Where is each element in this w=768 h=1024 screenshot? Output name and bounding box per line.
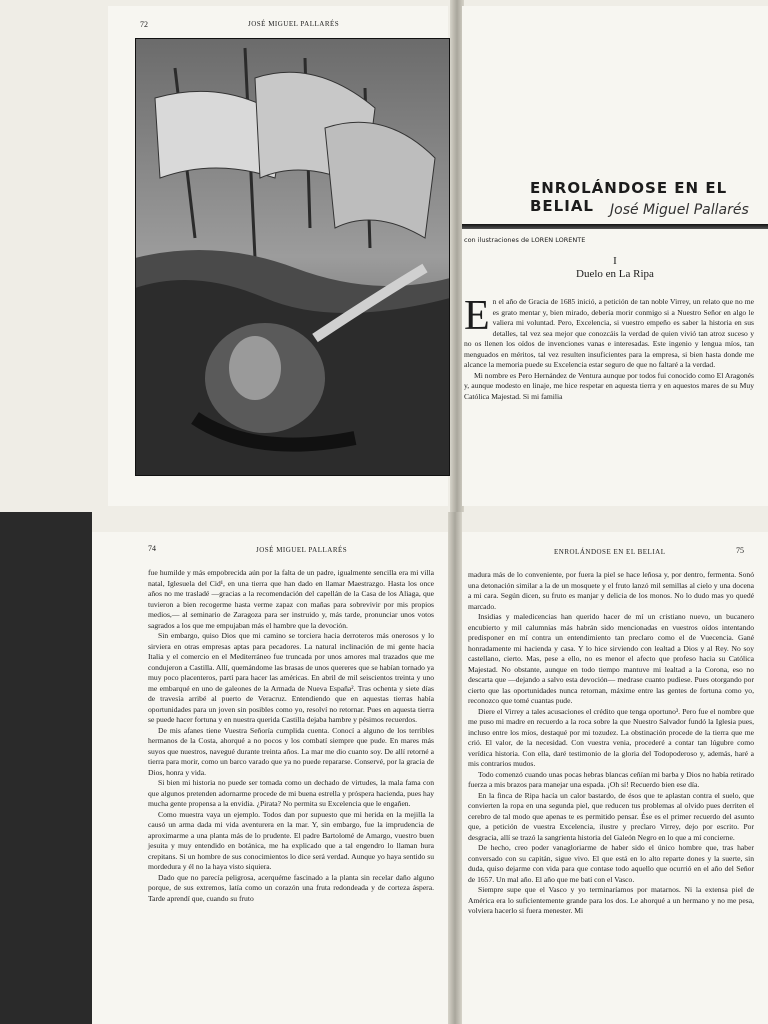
paragraph: En la finca de Ripa hacía un calor bastardo, de ésos que te aplastan contra el suelo, que convierten la ropa en una segunda piel, que reducen tus problemas al olvido pues derriten el cerebro de tal modo que apenas te es permitido pensar. Ése es el primer recuerdo del asunto que, a petición de vuestra Excelencia, ilustre y preclaro Virrey, dejo por escrito. Por desgracia, allí se trazó la sangrienta historia del Galeón Negro en lo que a mí concierne.: [468, 790, 754, 842]
paragraph: madura más de lo conveniente, por fuera la piel se hace leñosa y, por dentro, fermenta. Sonó una detonación similar a la de un mosquete y el fruto lanzó mil semillas al cielo y una docena a mi cara. Según dicen, su fruto es manjar y delicia de los monos. No lo dudo mas yo quedé marcado.: [468, 570, 754, 611]
paragraph: De mis afanes tiene Vuestra Señoría cumplida cuenta. Conocí a alguno de los terribles hermanos de la Costa, ahorqué a no pocos y los combatí siempre que pude. En mares más suyos que nuestros, navegué durante treinta años. La mar me dio cuanto soy. De allí retorné a tierra para morir, como un barco varado que ya no puede repararse. Conservé, por la gracia de Dios, honra y vida.: [148, 725, 434, 777]
page-text: [468, 570, 754, 1020]
story-title: ENROLÁNDOSE EN EL BELIAL: [530, 179, 728, 215]
chapter-number: I: [613, 255, 617, 267]
page-number: 74: [148, 544, 156, 553]
paragraph: Todo comenzó cuando unas pocas hebras blancas ceñían mi barba y Dios no había retirado fuerza a mis brazos para manejar una espada. ¡Oh sí! Recuerdo bien ese día.: [468, 769, 754, 789]
author-name: José Miguel Pallarés: [610, 202, 749, 218]
page-74: [92, 532, 448, 1024]
paragraph: n el año de Gracia de 1685 inició, a petición de tan noble Virrey, un relato que no me es grato mentar y, bien mirado, debería morir conmigo si a Nuestro Señor en algo le valiera mi voluntad. Pero, Excelencia, si vuestro empeño es saber la historia en sus detalles, tal vez sea mejor que conozcáis la verdad de quien vivió tan atroz suceso y no os llenen los oídos de invenciones vanas e interesadas. Este ingenio y lengua míos, tan menguados en méritos, tal vez resulten insuficientes para la empresa, si bien hasta donde me alcance la memoria puede su Excelencia estar seguro de que no faltaré a la verdad.: [464, 297, 754, 369]
running-head: ENROLÁNDOSE EN EL BELIAL: [554, 548, 666, 556]
bottom-spread: [0, 512, 768, 1024]
drop-cap: E: [464, 293, 490, 339]
paragraph: Diere el Virrey a tales acusaciones el crédito que tenga oportuno³. Pero fue el nombre que me puso mi madre en recuerdo a la roca sobre la que Nuestro Salvador fundó la Iglesia pues, incluso entre los míos, destaqué por mi tozudez. La obstinación procede de la tierra que me crió. El valor, de la necesidad. Con vuestra venia, procederé a contar tan lúgubre como verídica historia. Con ella, daré testimonio de la gloria del Todopoderoso y, además, haré a mis contrarios mudos.: [468, 706, 754, 768]
opening-text: [464, 293, 754, 497]
paragraph: fue humilde y más empobrecida aún por la falta de un padre, igualmente sencilla era mi villa natal, Iglesuela del Cid¹, en una tierra que han dado en llamar Maestrazgo. Hasta los once años no me trasladé —gracias a la recomendación del capellán de la Casa de los Aliaga, que tuvieron a bien recogerme hasta verme zapaz con mañas para sobrevivir por mis propios medios,— al seminario de Zaragoza para ser instruido y, más tarde, pronunciar unos votos sagrados a los que me empujaban más el hambre que la devoción.: [148, 568, 434, 630]
gutter: [448, 512, 462, 1024]
title-rule: [462, 224, 768, 229]
paragraph: De hecho, creo poder vanagloriarme de haber sido el único hombre que, tras haber conversado con su capitán, sigue vivo. El que está en lo alto reparte dones y la suerte, sin duda, quiso dejarme con vida para que contase todo aquello que ocurrió en el año del Señor de 1657. Un mal año. El año que me batí con el Vasco.: [468, 843, 754, 884]
chapter-title: Duelo en La Ripa: [576, 268, 654, 280]
paragraph: Como muestra vaya un ejemplo. Todos dan por supuesto que mi herida en la mejilla la causó un arma dada mi vida aventurera en la mar. Y, sin embargo, fue la imprudencia de aproximarme a una planta más de lo prudente. El padre Bartolomé de Amargo, vuestro buen jesuita y muy entendido en botánica, me ha explicado que a tal engendro lo llaman hura crepitans. Si un hombre de sus conocimientos lo dice será verdad. Aunque yo haya sentido su mordedura y él no la haya visto siquiera.: [148, 809, 434, 871]
page-number: 72: [140, 20, 148, 29]
paragraph: Siempre supe que el Vasco y yo terminaríamos por matarnos. Ni la extensa piel de América era lo suficientemente grande para los dos. Le ahorqué a un hermano y no me pesa, volviera hacerlo si fuera menester. Mi: [468, 885, 754, 915]
paragraph: Sin embargo, quiso Dios que mi camino se torciera hacia derroteros más onerosos y lo sirviera en otras empresas aptas para pecadores. La natural inclinación de mi gente hacia Italia y el comercio en el Mediterráneo fue truncada por unos amores mal trazados que me condujeron a Castilla. Allí, quemándome las brasas de unos quereres que se habían tornado ya muy poco placenteros, partí para hacer las américas. En abril de mil seiscientos treinta y uno me embarqué en uno de galeones de la Armada de Nueva España². Tras ochenta y siete días de travesía arribé al puerto de Veracruz. Entendiendo que en aquestas tierras había oportunidades para un joven sin posibles como yo, resolví no retornar. Pues en aquesta tierra se puede hacer fortuna y en nuestra querida Castilla dejaba hambre y pésimos recuerdos.: [148, 631, 434, 724]
scan-edge: [0, 512, 92, 1024]
illustration-image: [135, 38, 450, 476]
running-head: JOSÉ MIGUEL PALLARÉS: [256, 546, 348, 554]
running-head: JOSÉ MIGUEL PALLARÉS: [248, 20, 340, 28]
page-number: 75: [736, 546, 744, 555]
page-73: [462, 6, 768, 506]
paragraph: Si bien mi historia no puede ser tomada como un dechado de virtudes, la mala fama con que algunos pretenden adornarme procede de mi buena estrella y próspera hacienda, pues hay mucha gente propensa a la envidia. ¿Pirata? No permita su Excelencia que le engañen.: [148, 778, 434, 808]
page-75: [462, 532, 768, 1024]
page-text: [148, 568, 434, 1020]
paragraph: Mi nombre es Pero Hernández de Ventura aunque por todos fui conocido como El Aragonés y, aunque modesto en linaje, me hice respetar en aquesta tierra y en aquestos mares de su Muy Católica Majestad. Si mi familia: [464, 370, 754, 401]
paragraph: Dado que no parecía peligrosa, acerquéme fascinado a la planta sin recelar daño alguno porque, de sus extremos, latía como un corazón una fruta redondeada y de corteza áspera. Tarde aprendí que, cuando su fruto: [148, 872, 434, 903]
ship-pirate-illustration: [135, 38, 450, 476]
paragraph: Insidias y maledicencias han querido hacer de mí un cristiano nuevo, un bucanero encubierto y mil calumnias más habrán sido mencionadas en vuestros oídos intentando predisponer en mí contra un entendimiento tan preclaro como el de Vuecencia. Gané honradamente mi hacienda y casa. Y lo hice sirviendo con lealtad a Dios y al Rey. No soy castellano, cierto. Mas, pese a ello, no es menor el afecto que profeso hacia su Católica Majestad. No obstante, aunque en todo tiempo mantuve mi lealtad a la Corona, eso no descarta que —dejando a salvo esta devoción— medrase cuanto pudiese. Pues otorgando por cierto que las oportunidades nunca retornan, máxime entre las gentes de fortuna como yo, reconozco que tomé cuantas pude.: [468, 612, 754, 705]
illustration-credit: con ilustraciones de LOREN LORENTE: [464, 236, 586, 244]
